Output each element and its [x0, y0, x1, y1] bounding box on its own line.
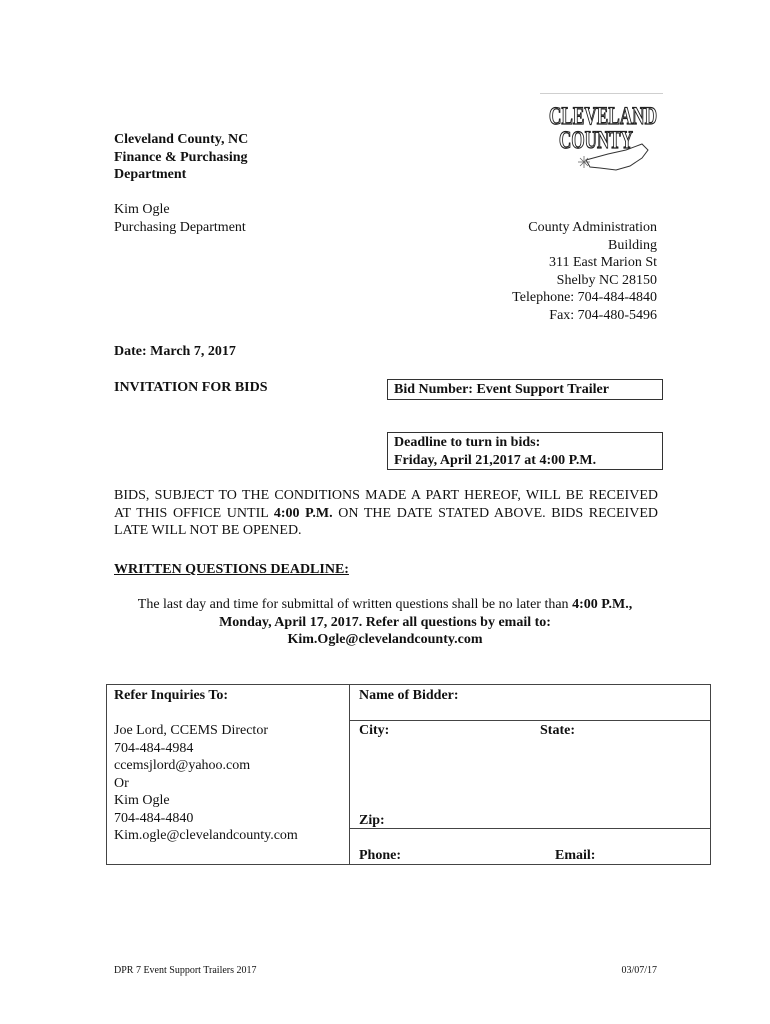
zip-rule [350, 828, 710, 829]
conditions-text-2: ON THE DATE STATED ABOVE. BIDS RECEIVED LATE WILL NOT BE OPENED. [114, 505, 658, 538]
deadline-value: Friday, April 21,2017 at 4:00 P.M. [394, 452, 597, 468]
address-block [440, 219, 657, 324]
wq-date-line: Monday, April 17, 2017. Refer all questions by email to: [219, 614, 551, 630]
star-icon [578, 156, 590, 168]
logo-line-1: CLEVELAND [549, 103, 657, 130]
state-label: State: [540, 723, 575, 738]
address-line-1: County Administration [528, 220, 657, 235]
footer-date: 03/07/17 [621, 965, 657, 976]
inquiries-table [106, 684, 711, 865]
logo-rule [540, 93, 663, 94]
conditions-text-1: BIDS, SUBJECT TO THE CONDITIONS MADE A PART HEREOF, WILL BE RECEIVED AT THIS OFFICE UNTIL [114, 488, 658, 521]
conditions-time: 4:00 P.M. [273, 505, 333, 521]
inquiries-contacts [114, 722, 298, 845]
contact-department: Purchasing Department [114, 219, 246, 235]
logo-line-2: COUNTY [559, 127, 633, 154]
issue-date: Date: March 7, 2017 [114, 344, 236, 359]
cleveland-county-logo [546, 98, 660, 180]
inquiries-label: Refer Inquiries To: [114, 688, 229, 703]
contact-name: Kim Ogle [114, 202, 170, 217]
telephone: Telephone: 704-484-4840 [512, 290, 657, 305]
contact-line: Joe Lord, CCEMS Director [114, 723, 268, 738]
phone-label: Phone: [359, 848, 401, 863]
city-label: City: [359, 723, 390, 738]
deadline-label: Deadline to turn in bids: [394, 435, 541, 450]
org-line-2: Finance & Purchasing [114, 149, 248, 165]
written-questions-text [100, 596, 670, 649]
bidder-name-label: Name of Bidder: [359, 688, 459, 703]
bidder-name-rule [350, 720, 710, 721]
written-questions-heading: WRITTEN QUESTIONS DEADLINE: [114, 562, 349, 577]
table-divider [349, 685, 350, 864]
deadline-box [387, 432, 663, 470]
bid-number-box: Bid Number: Event Support Trailer [387, 379, 663, 400]
conditions-paragraph [114, 487, 658, 540]
wq-email[interactable]: Kim.Ogle@clevelandcounty.com [287, 632, 483, 647]
address-line-3: 311 East Marion St [549, 255, 657, 270]
org-line-3: Department [114, 167, 187, 182]
footer-document-title: DPR 7 Event Support Trailers 2017 [114, 965, 257, 976]
department-block [114, 131, 248, 184]
invitation-heading: INVITATION FOR BIDS [114, 380, 268, 395]
contact-line: Or [114, 775, 129, 791]
contact-line: 704-484-4840 [114, 810, 194, 826]
zip-label: Zip: [359, 813, 385, 828]
wq-time: 4:00 P.M., [572, 597, 633, 612]
address-line-2: Building [607, 237, 657, 253]
contact-line: Kim Ogle [114, 793, 170, 808]
contact-block [114, 201, 246, 236]
fax: Fax: 704-480-5496 [549, 307, 657, 323]
contact-line[interactable]: Kim.ogle@clevelandcounty.com [114, 828, 298, 843]
address-line-4: Shelby NC 28150 [556, 272, 657, 288]
email-label: Email: [555, 848, 596, 863]
contact-line: 704-484-4984 [114, 740, 194, 756]
org-line-1: Cleveland County, NC [114, 132, 249, 147]
wq-text-normal: The last day and time for submittal of written questions shall be no later than [137, 597, 573, 612]
contact-line[interactable]: ccemsjlord@yahoo.com [114, 758, 251, 773]
